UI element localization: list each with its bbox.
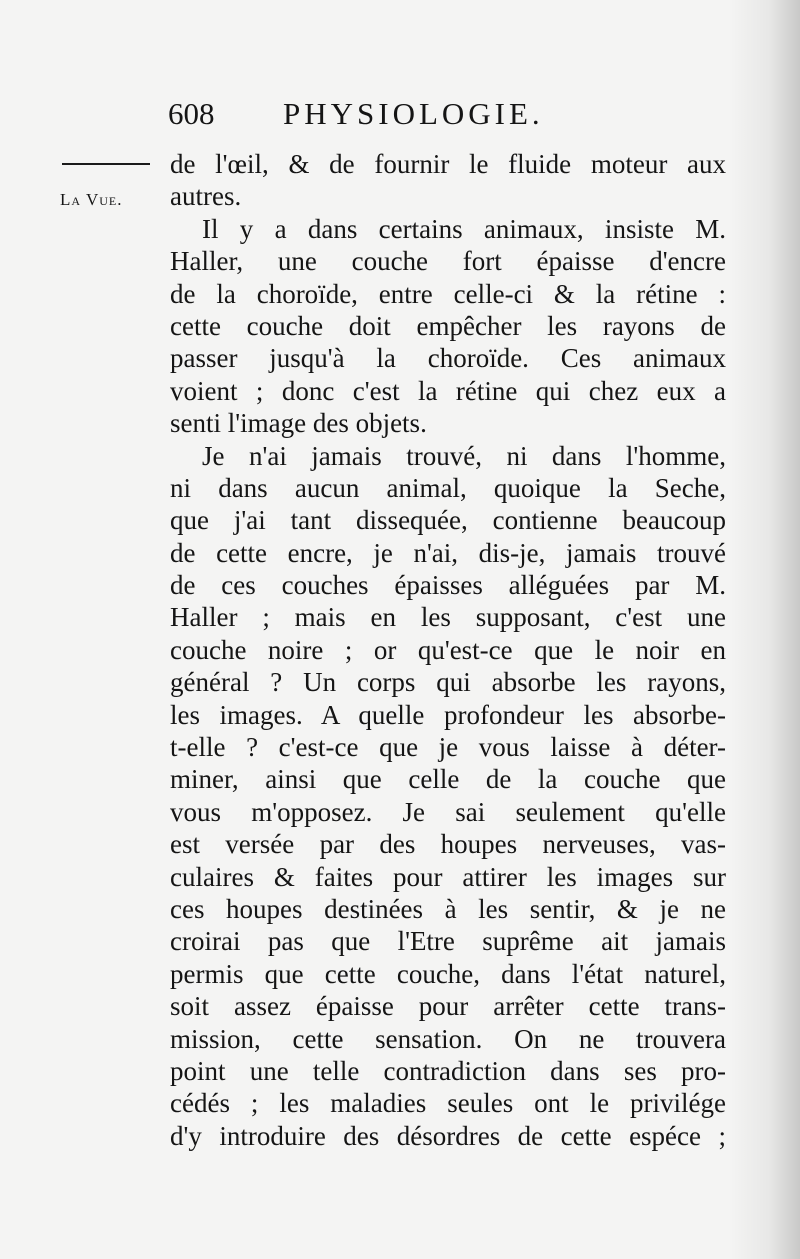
- text-line: ni dans aucun animal, quoique la Seche,: [170, 472, 726, 503]
- text-line: ces houpes destinées à les sentir, & je ne: [170, 893, 726, 924]
- text-line: cédés ; les maladies seules ont le privilége: [170, 1088, 726, 1119]
- margin-note: La Vue.: [60, 190, 123, 209]
- text-line: d'y introduire des désordres de cette espéce ;: [170, 1120, 726, 1151]
- text-line: Haller ; mais en les supposant, c'est une: [170, 602, 726, 633]
- text-line: vous m'opposez. Je sai seulement qu'elle: [170, 796, 726, 827]
- text-line: couche noire ; or qu'est-ce que le noir en: [170, 634, 726, 665]
- section-rule: [62, 163, 150, 165]
- text-line: point une telle contradiction dans ses pro-: [170, 1055, 726, 1086]
- text-line: permis que cette couche, dans l'état naturel,: [170, 958, 726, 989]
- text-line: cette couche doit empêcher les rayons de: [170, 310, 726, 341]
- text-line: les images. A quelle profondeur les absorbe-: [170, 699, 726, 730]
- text-line: général ? Un corps qui absorbe les rayons,: [170, 667, 726, 698]
- page-number: 608: [168, 96, 215, 131]
- text-line: que j'ai tant dissequée, contienne beaucoup: [170, 505, 726, 536]
- text-line: de cette encre, je n'ai, dis-je, jamais trouvé: [170, 537, 726, 568]
- page-gutter-shadow: [730, 0, 800, 1259]
- text-line: senti l'image des objets.: [170, 408, 427, 439]
- body-text: [170, 148, 726, 1152]
- text-line: Il y a dans certains animaux, insiste M.: [202, 213, 726, 244]
- text-line: soit assez épaisse pour arrêter cette trans-: [170, 991, 726, 1022]
- text-line: autres.: [170, 181, 242, 212]
- text-line: Haller, une couche fort épaisse d'encre: [170, 246, 726, 277]
- page-header: [0, 96, 800, 146]
- text-line: de la choroïde, entre celle-ci & la rétine :: [170, 278, 726, 309]
- text-line: miner, ainsi que celle de la couche que: [170, 764, 726, 795]
- text-line: de ces couches épaisses alléguées par M.: [170, 570, 726, 601]
- text-line: est versée par des houpes nerveuses, vas-: [170, 829, 726, 860]
- text-line: passer jusqu'à la choroïde. Ces animaux: [170, 343, 726, 374]
- text-line: culaires & faites pour attirer les images sur: [170, 861, 726, 892]
- text-line: croirai pas que l'Etre suprême ait jamais: [170, 926, 726, 957]
- text-line: t-elle ? c'est-ce que je vous laisse à déter-: [170, 732, 726, 763]
- text-line: mission, cette sensation. On ne trouvera: [170, 1023, 726, 1054]
- text-line: voient ; donc c'est la rétine qui chez eux a: [170, 375, 726, 406]
- text-line: de l'œil, & de fournir le fluide moteur aux: [170, 149, 726, 179]
- running-title: PHYSIOLOGIE.: [283, 96, 544, 131]
- text-line: Je n'ai jamais trouvé, ni dans l'homme,: [202, 440, 726, 471]
